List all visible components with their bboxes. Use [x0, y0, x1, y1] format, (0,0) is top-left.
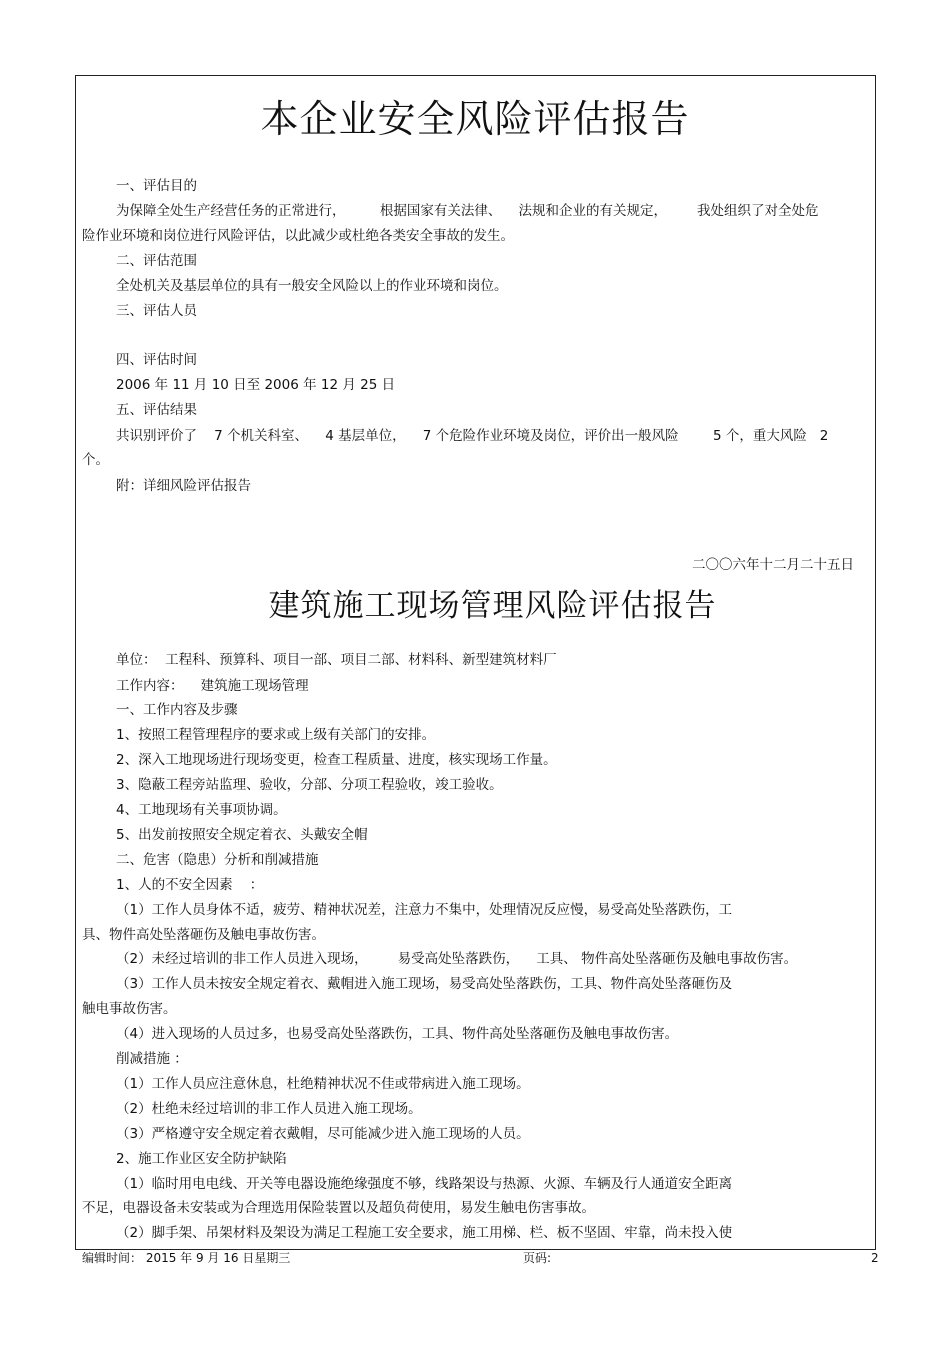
- text-line: 险作业环境和岗位进行风险评估，以此减少或杜绝各类安全事故的发生。: [82, 228, 514, 244]
- text-line: 2、深入工地现场进行现场变更，检查工程质量、进度，核实现场工作量。: [116, 752, 557, 768]
- text-line: （4）进入现场的人员过多，也易受高处坠落跌伤，工具、物件高处坠落砸伤及触电事故伤害。: [116, 1026, 679, 1042]
- text-line: 5、出发前按照安全规定着衣、头戴安全帽: [116, 827, 368, 843]
- text-line: 共识别评价了 7 个机关科室、 4 基层单位， 7 个危险作业环境及岗位，评价出一般风险 5 个，重大风险 2: [116, 428, 829, 444]
- text-line: 附：详细风险评估报告: [116, 478, 251, 494]
- text-line: （1）工作人员应注意休息，杜绝精神状况不佳或带病进入施工现场。: [116, 1076, 530, 1092]
- text-line: 二、评估范围: [116, 253, 197, 269]
- footer-page-number: 2: [871, 1251, 879, 1265]
- text-line: 全处机关及基层单位的具有一般安全风险以上的作业环境和岗位。: [116, 278, 508, 294]
- text-line: 触电事故伤害。: [82, 1001, 177, 1017]
- text-line: 个。: [82, 452, 109, 468]
- text-line: （2）未经过培训的非工作人员进入现场， 易受高处坠落跌伤， 工具、 物件高处坠落砸伤及触电事故伤害。: [116, 951, 798, 967]
- footer-edit-time: 编辑时间： 2015 年 9 月 16 日星期三: [82, 1251, 291, 1265]
- text-line: （1）工作人员身体不适，疲劳、精神状况差，注意力不集中，处理情况反应慢，易受高处坠落跌伤，工: [116, 902, 733, 918]
- text-line: 2006 年 11 月 10 日至 2006 年 12 月 25 日: [116, 377, 396, 393]
- text-line: 一、工作内容及步骤: [116, 702, 238, 718]
- text-line: 工作内容： 建筑施工现场管理: [116, 678, 309, 694]
- text-line: 五、评估结果: [116, 402, 197, 418]
- text-line: 单位： 工程科、预算科、项目一部、项目二部、材料科、新型建筑材料厂: [116, 652, 557, 668]
- text-line: 二、危害（隐患）分析和削减措施: [116, 852, 319, 868]
- report-title-2: 建筑施工现场管理风险评估报告: [268, 588, 717, 624]
- text-line: 一、评估目的: [116, 178, 197, 194]
- text-line: 四、评估时间: [116, 352, 197, 368]
- text-line: 削减措施 ：: [116, 1051, 188, 1067]
- text-line: 不足，电器设备未安装或为合理选用保险装置以及超负荷使用，易发生触电伤害事故。: [82, 1200, 595, 1216]
- report-title-1: 本企业安全风险评估报告: [260, 97, 690, 141]
- text-line: 三、评估人员: [116, 303, 197, 319]
- text-line: （2）杜绝未经过培训的非工作人员进入施工现场。: [116, 1101, 422, 1117]
- text-line: 1、人的不安全因素 ：: [116, 877, 264, 893]
- text-line: 为保障全处生产经营任务的正常进行， 根据国家有关法律、 法规和企业的有关规定， 我处组织了对全处危: [116, 203, 819, 219]
- text-line: 3、隐蔽工程旁站监理、验收，分部、分项工程验收，竣工验收。: [116, 777, 503, 793]
- report-date: 二〇〇六年十二月二十五日: [692, 557, 854, 573]
- text-line: （1）临时用电电线、开关等电器设施绝缘强度不够，线路架设与热源、火源、车辆及行人通道安全距离: [116, 1176, 733, 1192]
- text-line: 1、按照工程管理程序的要求或上级有关部门的安排。: [116, 727, 436, 743]
- text-line: （2）脚手架、吊架材料及架设为满足工程施工安全要求，施工用梯、栏、板不坚固、牢靠，尚未投入使: [116, 1225, 733, 1241]
- text-line: 4、工地现场有关事项协调。: [116, 802, 287, 818]
- text-line: （3）严格遵守安全规定着衣戴帽，尽可能减少进入施工现场的人员。: [116, 1126, 530, 1142]
- text-line: 2、施工作业区安全防护缺陷: [116, 1151, 287, 1167]
- text-line: （3）工作人员未按安全规定着衣、戴帽进入施工现场，易受高处坠落跌伤，工具、物件高处坠落砸伤及: [116, 976, 733, 992]
- footer-page-label: 页码:: [523, 1251, 552, 1265]
- text-line: 具、物件高处坠落砸伤及触电事故伤害。: [82, 927, 325, 943]
